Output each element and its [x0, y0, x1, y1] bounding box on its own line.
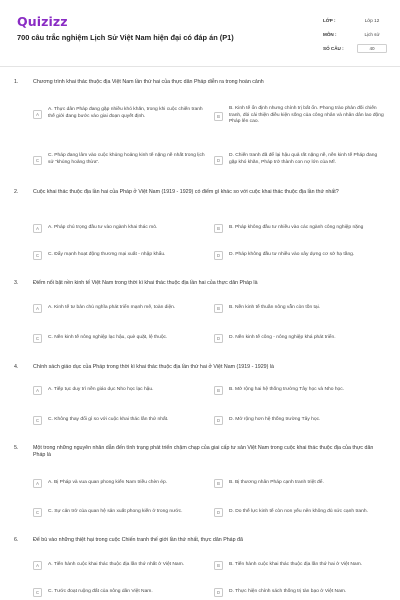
option-text: B. Pháp không đầu tư nhiều vào các ngành công nghiệp nặng	[229, 224, 364, 230]
option-c[interactable]	[33, 246, 209, 264]
question-text: Điểm nổi bật nền kinh tế Việt Nam trong thời kì khai thác thuộc địa lần hai của thực dân Pháp là	[33, 280, 258, 286]
page-title: 700 câu trắc nghiệm Lịch Sử Việt Nam hiện đại có đáp án (P1)	[17, 33, 234, 42]
option-letter: A	[33, 304, 42, 313]
option-text: B. Kinh tế ổn định nhưng chính trị bất ổn. Phong trào phản đối chiến tranh, đòi cải thiện điều kiện sống của công nhân và nhân dân lao động Pháp lên cao.	[229, 105, 384, 125]
option-text: C. Sự cản trở của quan hệ sản xuất phong kiến ở trong nước.	[48, 508, 183, 514]
option-letter: D	[214, 251, 223, 260]
question-number: 1.	[14, 79, 19, 85]
option-text: B. Mở rộng hai hệ thống trường Tây học và Nho học.	[229, 386, 345, 392]
meta-label: LỚP :	[323, 17, 336, 23]
option-d[interactable]	[214, 332, 386, 344]
option-letter: D	[214, 156, 223, 165]
option-letter: A	[33, 479, 42, 488]
question-number: 2.	[14, 189, 19, 195]
option-text: C. Không thay đổi gì so với cuộc khai thác lần thứ nhất.	[48, 416, 169, 422]
option-text: D. Pháp không đầu tư nhiều vào xây dựng cơ sở hạ tầng.	[229, 251, 355, 257]
meta-label: SỐ CÂU :	[323, 45, 344, 51]
question-text: Chương trình khai thác thuộc địa Việt Nam lần thứ hai của thực dân Pháp diễn ra trong hoàn cảnh	[33, 79, 264, 85]
option-a[interactable]	[33, 299, 209, 317]
option-b[interactable]	[214, 381, 386, 399]
option-letter: C	[33, 334, 42, 343]
document-header	[0, 0, 400, 62]
question-text: Chính sách giáo dục của Pháp trong thời kì khai thác thuộc địa lần thứ hai ở Việt Nam (1919 - 1929) là	[33, 364, 274, 370]
option-c[interactable]	[33, 150, 209, 170]
option-text: A. Thực dân Pháp đang gặp nhiều khó khăn, trong khi cuộc chiến tranh thế giới đang bước vào giai đoạn quyết định.	[48, 107, 203, 119]
meta-value: Lớp 12	[364, 17, 380, 23]
option-b[interactable]	[214, 219, 386, 237]
option-a[interactable]	[33, 222, 209, 234]
option-letter: C	[33, 588, 42, 597]
option-text: D. Thực hiện chính sách thống trị tàn bạo ở Việt Nam.	[229, 588, 347, 594]
question-text: Cuộc khai thác thuộc địa lần hai của Pháp ở Việt Nam (1919 - 1929) có điểm gì khác so với cuộc khai thác thuộc địa lần thứ nhất?	[33, 189, 339, 195]
option-letter: B	[214, 386, 223, 395]
option-letter: B	[214, 112, 223, 121]
option-letter: B	[214, 224, 223, 233]
option-b[interactable]	[214, 97, 386, 135]
question-number: 5.	[14, 445, 19, 451]
option-letter: B	[214, 561, 223, 570]
option-a[interactable]	[33, 384, 209, 396]
option-letter: C	[33, 416, 42, 425]
option-letter: B	[214, 304, 223, 313]
option-a[interactable]	[33, 99, 209, 129]
option-text: A. Pháp chú trọng đầu tư vào ngành khai thác mỏ.	[48, 224, 158, 230]
option-a[interactable]	[33, 474, 209, 492]
option-text: D. Chiến tranh đã để lại hậu quả rất nặng nề, nền kinh tế Pháp đang gặp khó khăn, Pháp trở thành con nợ lớn của Mĩ.	[229, 153, 378, 165]
option-text: A. Bị Pháp và vua quan phong kiến Nam triều chèn ép.	[48, 479, 168, 485]
option-d[interactable]	[214, 503, 386, 521]
meta-row-subject	[323, 27, 387, 41]
option-c[interactable]	[33, 411, 209, 429]
option-text: B. Bị thương nhân Pháp cạnh tranh triệt để.	[229, 479, 324, 485]
header-divider	[0, 66, 400, 67]
meta-label: MÔN :	[323, 31, 337, 37]
option-a[interactable]	[33, 556, 209, 574]
question-text: Một trong những nguyên nhân dẫn đến tình trạng phát triển chậm chạp của giai cấp tư sản Việt Nam trong cuộc khai thác thuộc địa của thực dân Pháp là	[33, 445, 374, 459]
option-text: B. Tiến hành cuộc khai thác thuộc địa lần thứ hai ở Việt Nam.	[229, 561, 363, 567]
question-number: 3.	[14, 280, 19, 286]
option-d[interactable]	[214, 584, 386, 600]
option-d[interactable]	[214, 145, 386, 175]
meta-table	[323, 13, 387, 55]
option-text: D. Mở rộng hơn hệ thống trường Tây học.	[229, 416, 321, 422]
option-b[interactable]	[214, 556, 386, 574]
question-text: Để bù vào những thiệt hại trong cuộc Chiến tranh thế giới lần thứ nhất, thực dân Pháp đã	[33, 537, 243, 543]
quizizz-logo: Quizizz	[17, 14, 68, 29]
option-text: A. Kinh tế tư bản chủ nghĩa phát triển mạnh mẽ, toàn diện.	[48, 304, 176, 310]
question-number: 4.	[14, 364, 19, 370]
option-letter: A	[33, 110, 42, 119]
option-text: D. Do thế lực kinh tế còn non yếu nên không đủ sức cạnh tranh.	[229, 508, 368, 514]
option-letter: D	[214, 416, 223, 425]
option-text: C. Tước đoạt ruộng đất của nông dân Việt Nam.	[48, 589, 153, 595]
option-text: A. Tiếp tục duy trì nền giáo dục Nho học lạc hậu.	[48, 386, 154, 392]
meta-row-count	[323, 41, 387, 55]
option-text: B. Nền kinh tế thuần nông vẫn còn tồn tại.	[229, 304, 321, 310]
option-letter: D	[214, 334, 223, 343]
option-letter: A	[33, 561, 42, 570]
option-text: C. Nền kinh tế nông nghiệp lạc hậu, què quặt, lệ thuộc.	[48, 334, 168, 340]
option-letter: A	[33, 386, 42, 395]
meta-value: Lịch sử	[364, 31, 380, 37]
option-d[interactable]	[214, 246, 386, 264]
option-letter: C	[33, 251, 42, 260]
option-letter: B	[214, 479, 223, 488]
option-letter: D	[214, 508, 223, 517]
option-letter: C	[33, 156, 42, 165]
option-text: C. Pháp đang lâm vào cuộc khủng hoảng kinh tế nặng nề nhất trong lịch sử “khủng hoảng thừa”.	[48, 153, 205, 165]
option-c[interactable]	[33, 587, 209, 598]
option-c[interactable]	[33, 329, 209, 347]
option-letter: D	[214, 588, 223, 597]
option-b[interactable]	[214, 477, 386, 489]
question-number: 6.	[14, 537, 19, 543]
option-b[interactable]	[214, 302, 386, 314]
option-c[interactable]	[33, 503, 209, 521]
option-d[interactable]	[214, 414, 386, 426]
option-text: A. Tiến hành cuộc khai thác thuộc địa lần thứ nhất ở Việt Nam.	[48, 561, 185, 567]
option-letter: C	[33, 508, 42, 517]
meta-row-class	[323, 13, 387, 27]
option-letter: A	[33, 224, 42, 233]
option-text: D. Nền kinh tế công - nông nghiệp khá phát triển.	[229, 334, 336, 340]
meta-value: 40	[357, 44, 387, 53]
option-text: C. Đẩy mạnh hoạt động thương mại xuất - nhập khẩu.	[48, 251, 166, 257]
